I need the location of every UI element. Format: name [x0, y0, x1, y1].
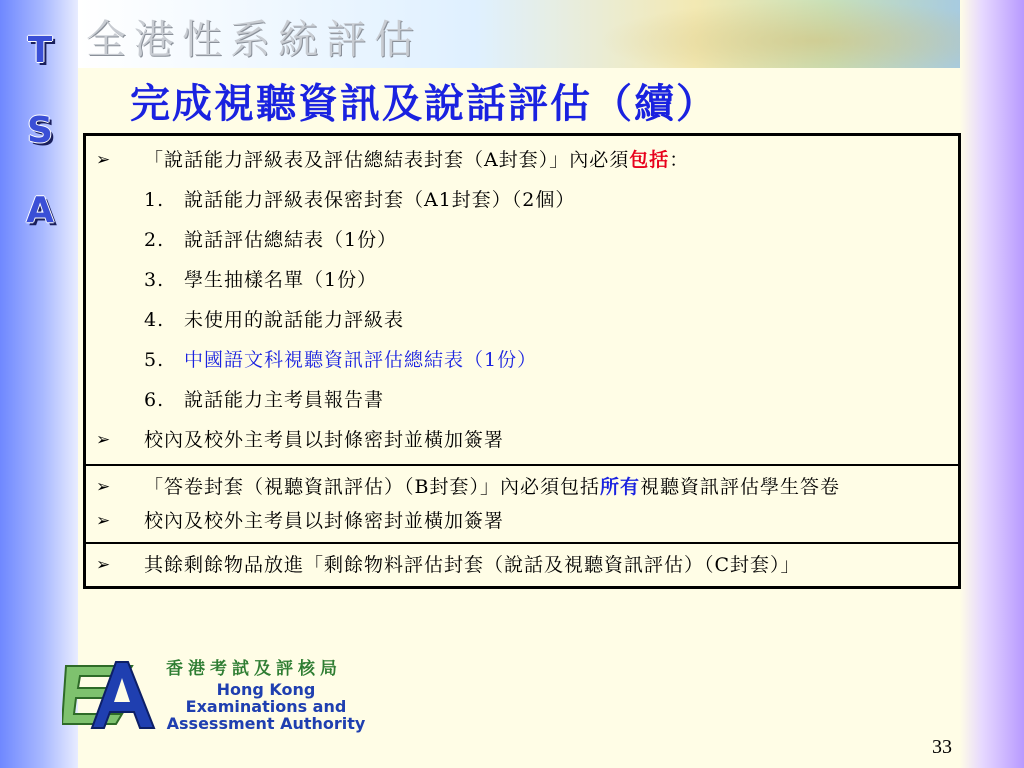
section-envelope-b — [86, 464, 958, 542]
banner-title: 全港性系統評估 — [86, 17, 422, 63]
bullet-text — [144, 470, 942, 504]
list-item-text: 說話能力評級表保密封套（A1封套）（2個） — [184, 189, 576, 211]
list-item-text: 未使用的說話能力評級表 — [184, 309, 405, 331]
list-item — [96, 300, 942, 340]
bullet-envelope-b — [96, 470, 942, 504]
bullet-text-main: 「答卷封套（視聽資訊評估）（B封套）」內必須包括 — [144, 476, 600, 498]
arrow-bullet-icon: ➢ — [96, 430, 112, 450]
arrow-bullet-icon: ➢ — [96, 511, 112, 531]
bullet-envelope-c — [96, 548, 942, 582]
list-item — [96, 340, 942, 380]
list-item-number: 3. — [144, 269, 165, 291]
bullet-text — [144, 140, 942, 180]
bullet-envelope-a — [96, 140, 942, 180]
section-envelope-c — [86, 542, 958, 586]
list-item — [96, 260, 942, 300]
slide-title: 完成視聽資訊及說話評估（續） — [130, 80, 718, 127]
logo-chinese-name: 香港考試及評核局 — [166, 659, 342, 679]
logo-english-line1: Hong Kong — [216, 680, 316, 699]
header-banner — [78, 0, 960, 68]
list-item-number: 4. — [144, 309, 165, 331]
hkeaa-logo — [62, 654, 372, 736]
sidebar-letter-s: S — [27, 110, 53, 151]
list-item — [96, 380, 942, 420]
bullet-seal-b — [96, 504, 942, 538]
logo-english-line2: Examinations and — [185, 697, 347, 716]
bullet-text-end: 視聽資訊評估學生答卷 — [639, 476, 840, 498]
bullet-text: 校內及校外主考員以封條密封並橫加簽署 — [144, 510, 505, 532]
list-item-text: 學生抽樣名單（1份） — [184, 269, 378, 291]
list-item-number: 2. — [144, 229, 165, 251]
hkeaa-logo-mark-icon — [62, 658, 158, 732]
bullet-text-main: 「說話能力評級表及評估總結表封套（A封套）」內必須 — [144, 149, 630, 171]
list-item-text: 說話能力主考員報告書 — [184, 389, 385, 411]
content-table — [83, 133, 961, 589]
sidebar-letter-t: T — [27, 30, 53, 71]
list-item — [96, 220, 942, 260]
sidebar-letter-a: A — [26, 190, 54, 231]
bullet-text: 其餘剩餘物品放進「剩餘物料評估封套（說話及視聽資訊評估）（C封套）」 — [144, 554, 801, 576]
emphasis-include: 包括 — [629, 149, 670, 171]
bullet-seal-a — [96, 420, 942, 460]
arrow-bullet-icon: ➢ — [96, 150, 112, 170]
arrow-bullet-icon: ➢ — [96, 555, 112, 575]
right-gradient-band — [960, 0, 1024, 768]
list-item — [96, 180, 942, 220]
list-item-text-highlighted: 中國語文科視聽資訊評估總結表（1份） — [184, 349, 538, 371]
page-number: 33 — [932, 736, 952, 758]
list-item-number: 1. — [144, 189, 165, 211]
emphasis-all: 所有 — [599, 476, 640, 498]
list-item-number: 6. — [144, 389, 165, 411]
section-envelope-a — [86, 136, 958, 464]
left-sidebar-band — [0, 0, 78, 768]
bullet-text: 校內及校外主考員以封條密封並橫加簽署 — [144, 429, 505, 451]
list-item-number: 5. — [144, 349, 165, 371]
bullet-text-colon: ： — [669, 149, 690, 171]
logo-english-line3: Assessment Authority — [166, 714, 366, 733]
list-item-text: 說話評估總結表（1份） — [184, 229, 398, 251]
arrow-bullet-icon: ➢ — [96, 477, 112, 497]
